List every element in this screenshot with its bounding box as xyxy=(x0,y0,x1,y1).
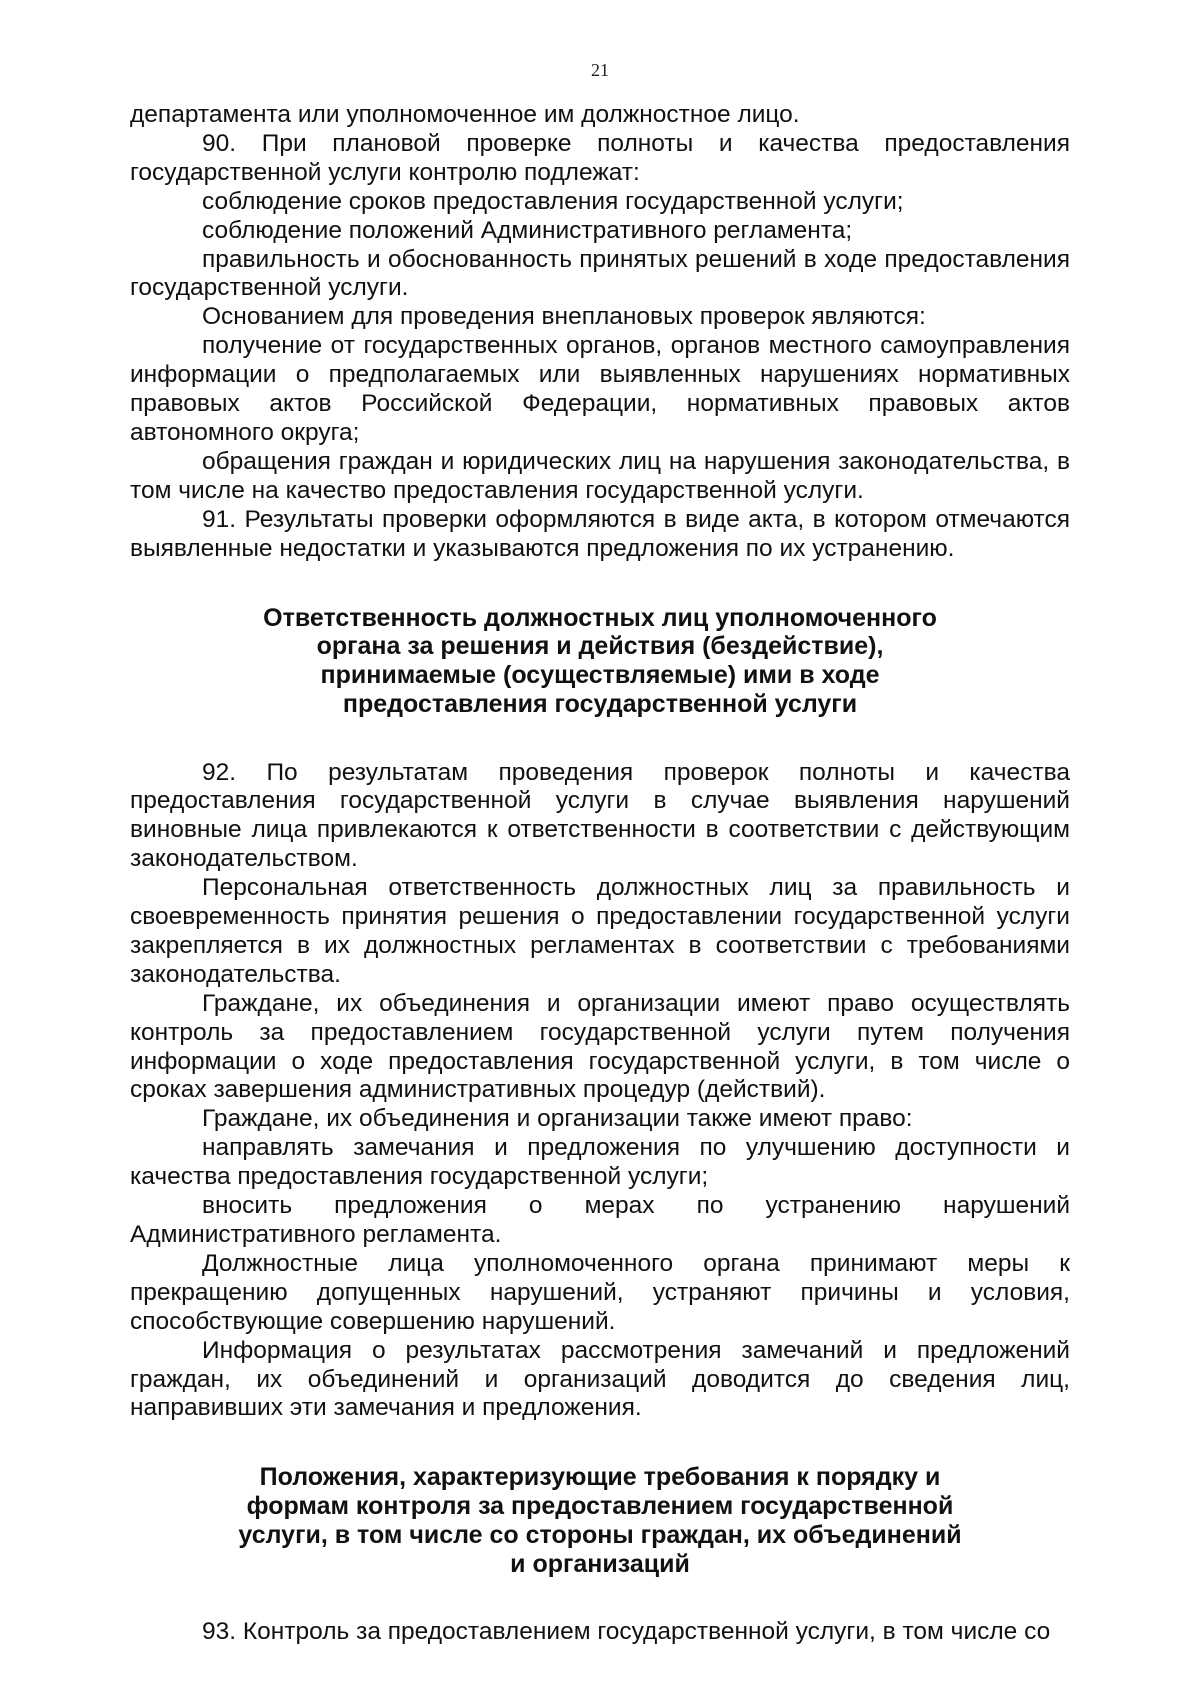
paragraph: Граждане, их объединения и организации также имеют право: xyxy=(202,1105,913,1133)
paragraph: направлять замечания и предложения по улучшению доступности и качества предоставления государственной услуги; xyxy=(130,1134,1070,1191)
page-number: 21 xyxy=(591,60,609,80)
paragraph: получение от государственных органов, органов местного самоуправления информации о предполагаемых или выявленных нарушениях нормативных правовых актов Российской Федерации, нормативных правовых актов автономного округа; xyxy=(130,332,1070,446)
paragraph: 93. Контроль за предоставлением государственной услуги, в том числе со xyxy=(202,1618,1051,1646)
section-1 xyxy=(130,101,1070,564)
paragraph: вносить предложения о мерах по устранению нарушений Административного регламента. xyxy=(130,1192,1070,1248)
paragraph: департамента или уполномоченное им должностное лицо. xyxy=(130,101,800,128)
paragraph: 91. Результаты проверки оформляются в виде акта, в котором отмечаются выявленные недостатки и указываются предложения по их устранению. xyxy=(130,505,1070,562)
paragraph: 90. При плановой проверке полноты и качества предоставления государственной услуги контролю подлежат: xyxy=(130,129,1070,186)
paragraph: соблюдение сроков предоставления государственной услуги; xyxy=(202,187,904,215)
section-heading-1: Ответственность должностных лиц уполномоченного органа за решения и действия (бездействие), принимаемые (осуществляемые) ими в ходе предоставления государственной услуги xyxy=(263,603,937,718)
paragraph: Информация о результатах рассмотрения замечаний и предложений граждан, их объединений и организаций доводится до сведения лиц, направивших эти замечания и предложения. xyxy=(130,1336,1070,1422)
paragraph: Должностные лица уполномоченного органа принимают меры к прекращению допущенных нарушений, устраняют причины и условия, способствующие совершению нарушений. xyxy=(130,1249,1070,1335)
paragraph: правильность и обоснованность принятых решений в ходе предоставления государственной услуги. xyxy=(130,245,1070,302)
paragraph: обращения граждан и юридических лиц на нарушения законодательства, в том числе на качество предоставления государственной услуги. xyxy=(130,447,1070,504)
paragraph: Основанием для проведения внеплановых проверок являются: xyxy=(202,303,926,331)
section-3 xyxy=(130,1618,1070,1647)
section-heading-2: Положения, характеризующие требования к порядку и формам контроля за предоставлением государственной услуги, в том числе со стороны граждан, их объединений и организаций xyxy=(238,1463,962,1578)
paragraph: 92. По результатам проведения проверок полноты и качества предоставления государственной услуги в случае выявления нарушений виновные лица привлекаются к ответственности в соответствии с действующим законодательством. xyxy=(130,758,1070,873)
paragraph: Граждане, их объединения и организации имеют право осуществлять контроль за предоставлением государственной услуги путем получения информации о ходе предоставления государственной услуги, в том числе о сроках завершения административных процедур (действий). xyxy=(130,989,1070,1104)
paragraph: соблюдение положений Административного регламента; xyxy=(202,216,853,244)
paragraph: Персональная ответственность должностных лиц за правильность и своевременность принятия решения о предоставлении государственной услуги закрепляется в их должностных регламентах в соответствии с требованиями законодательства. xyxy=(130,874,1070,988)
section-2 xyxy=(130,759,1070,1424)
